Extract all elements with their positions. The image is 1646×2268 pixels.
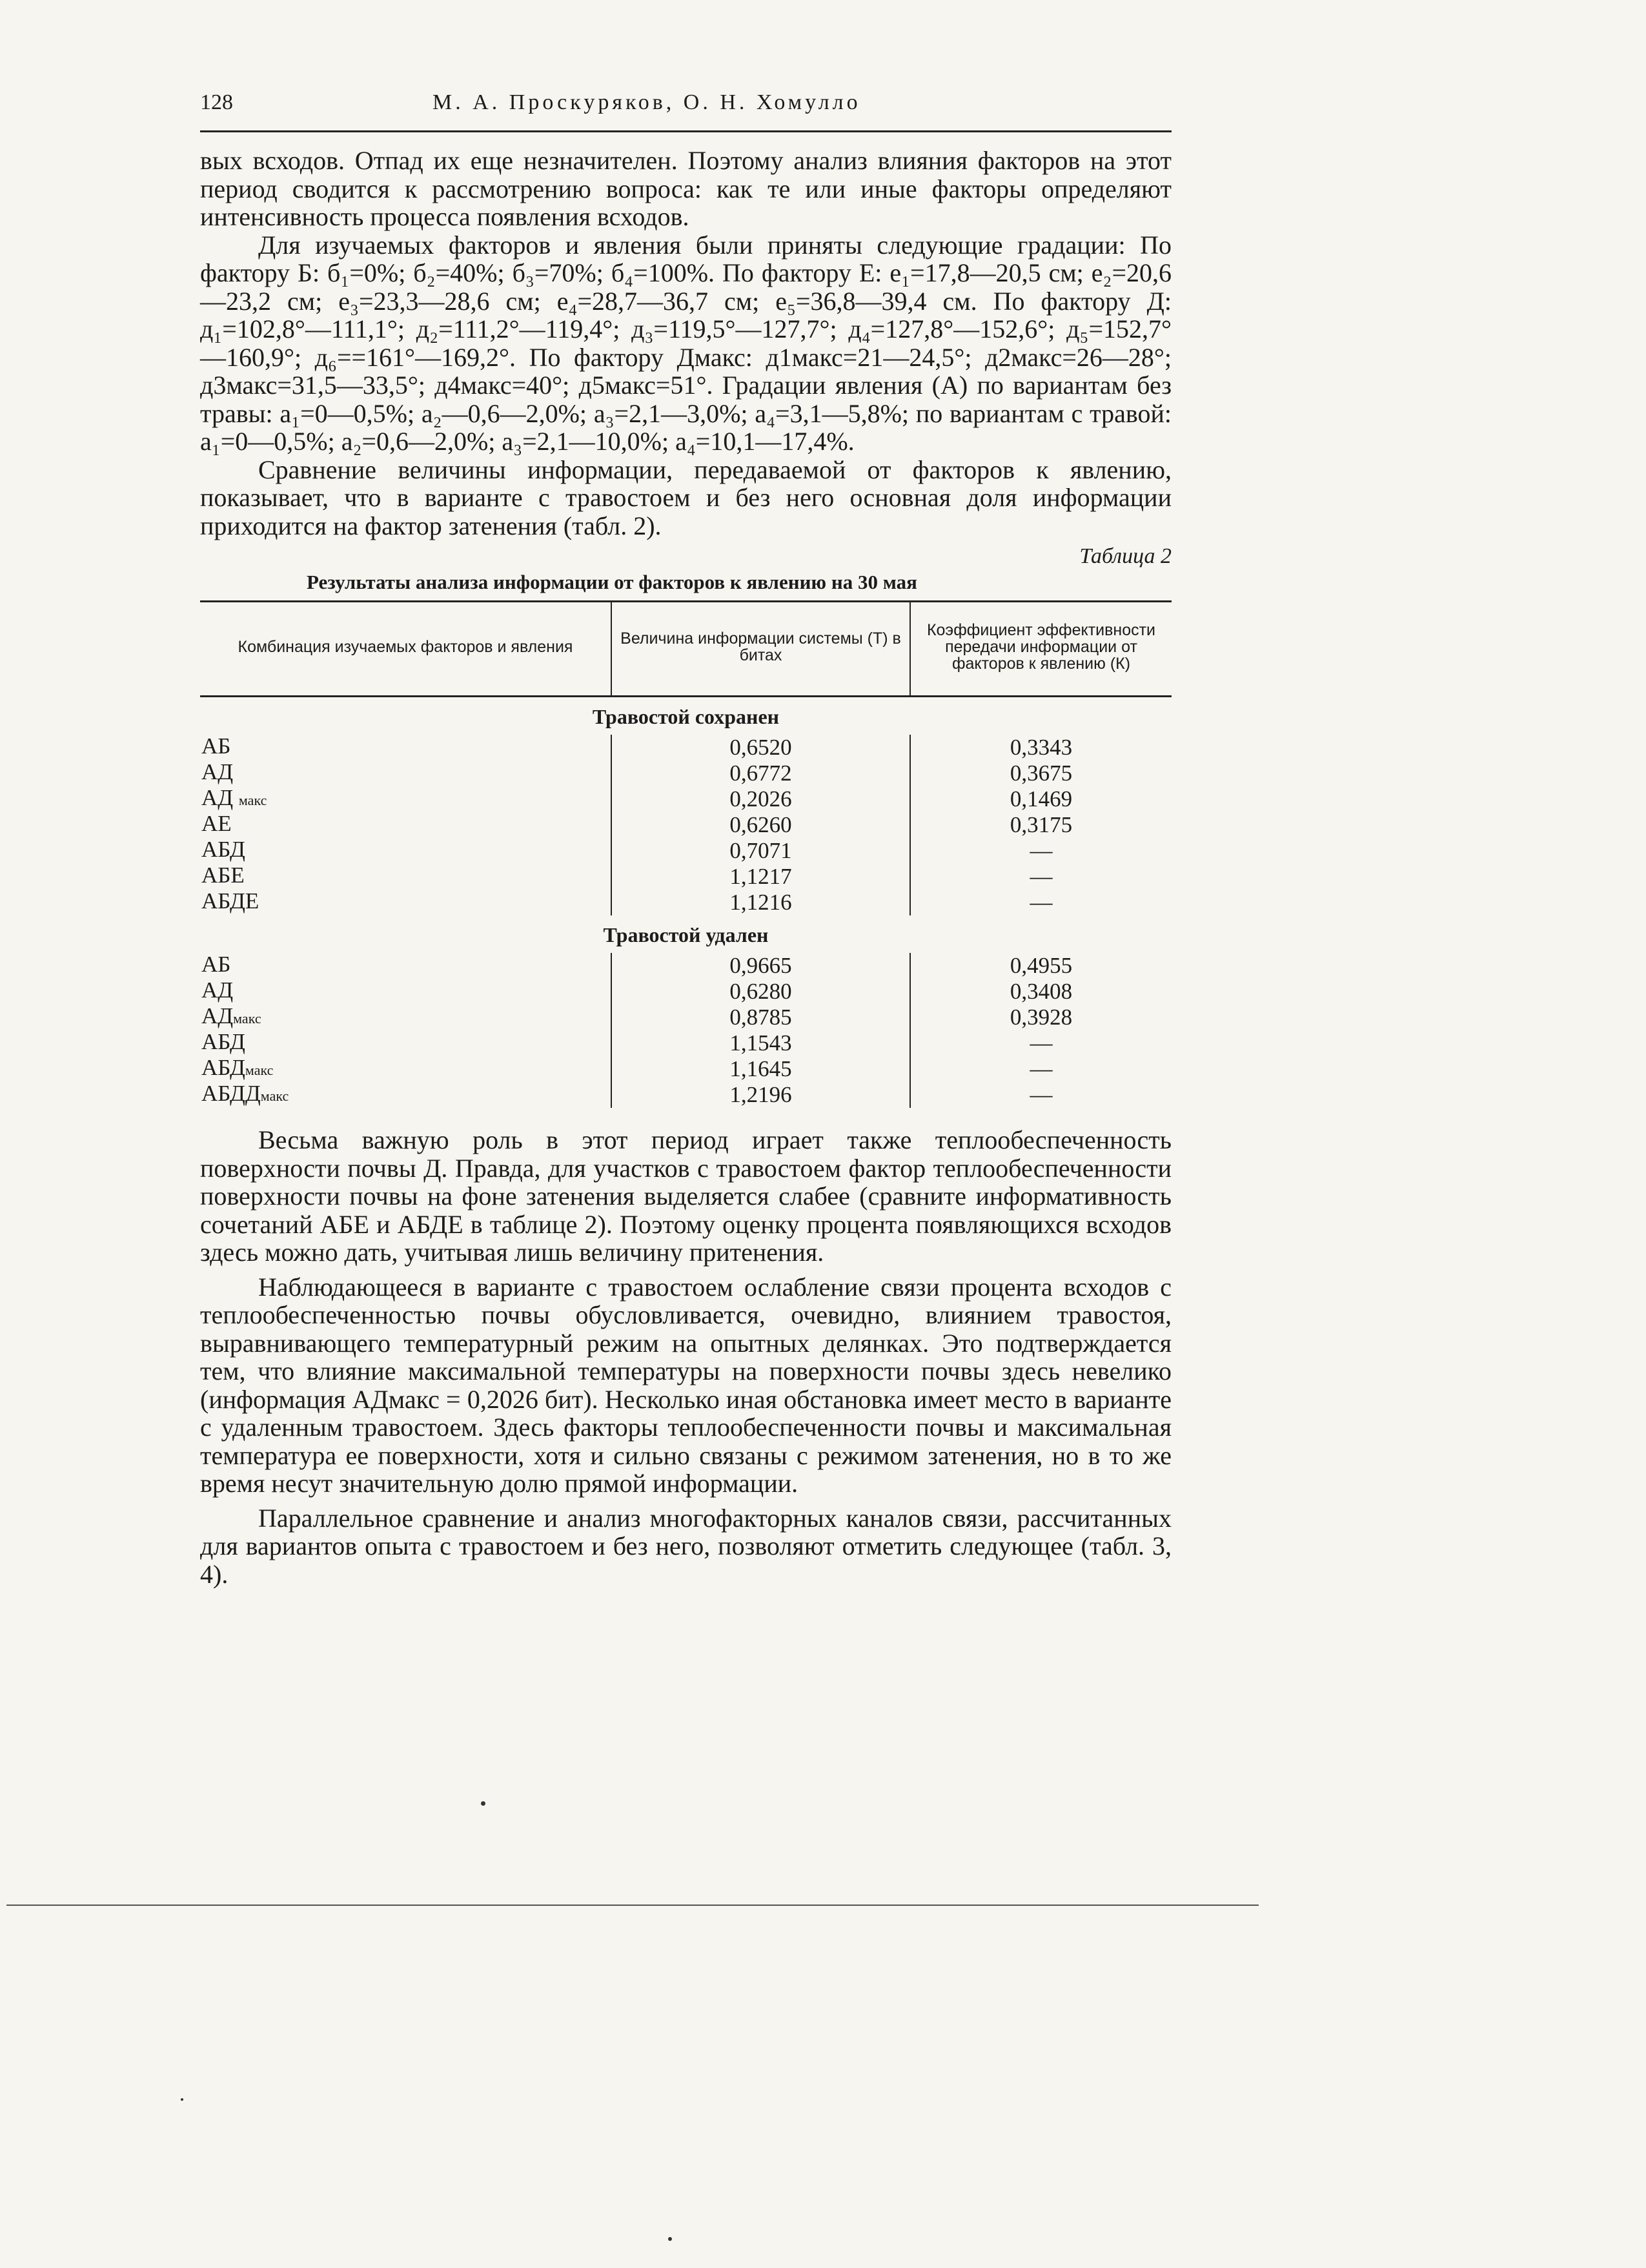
information-value: 1,1216: [611, 890, 910, 915]
table-caption: Таблица 2: [1079, 544, 1172, 568]
combination-cell: [200, 979, 611, 1005]
paragraph: Параллельное сравнение и анализ многофакторных каналов связи, рассчитанных для вариантов опыта с травостоем и без него, позволяют отметить следующее (табл. 3, 4).: [200, 1503, 1172, 1589]
table-title: Результаты анализа информации от факторов к явлению на 30 мая: [307, 571, 917, 593]
combination-cell: [200, 890, 611, 915]
table-section-header: [200, 697, 1172, 735]
information-value: 0,8785: [611, 1005, 910, 1030]
coefficient-value: 0,3408: [1010, 979, 1073, 1004]
combination-label: АД: [201, 1003, 234, 1028]
table-row: [200, 761, 1172, 786]
page-bottom-rule: [6, 1905, 1259, 1906]
combination-label: АЕ: [201, 811, 232, 836]
combination-subscript: макс: [245, 1062, 274, 1078]
column-header-information: Величина информации системы (Т) в битах: [611, 602, 910, 697]
table-row: [200, 1082, 1172, 1108]
coefficient-value: —: [1030, 864, 1053, 889]
information-value: 0,6520: [611, 735, 910, 761]
table-row: [200, 1030, 1172, 1056]
body-text-top: [200, 147, 1172, 540]
coefficient-value: —: [1030, 890, 1053, 915]
combination-label: АБДД: [201, 1081, 261, 1106]
combination-subscript: макс: [260, 1088, 289, 1104]
coefficient-value: 0,3343: [1010, 735, 1073, 760]
combination-label: АД: [201, 759, 234, 784]
combination-cell: [200, 953, 611, 979]
coefficient-value: —: [1030, 1082, 1053, 1107]
running-header: [200, 90, 1172, 132]
table-row: [200, 890, 1172, 915]
table-row: [200, 979, 1172, 1005]
combination-cell: [200, 1082, 611, 1108]
table-row: [200, 1056, 1172, 1082]
combination-subscript: макс: [238, 792, 267, 808]
combination-cell: [200, 1030, 611, 1056]
paragraph: Для изучаемых факторов и явления были приняты следующие градации: По фактору Б: б₁=0%; б₂=40%; б₃=70%; б₄=100%. По фактору Е: е₁=17,8—20,5 см; е₂=20,6—23,2 см; е₃=23,3—28,6 см; е₄=28,7—36,7 см; е₅=36,8—39,4 см. По фактору Д: д₁=102,8°—111,1°; д₂=111,2°—119,4°; д₃=119,5°—127,7°; д₄=127,8°—152,6°; д₅=152,7°—160,9°; д₆==161°—169,2°. По фактору Дмакс: д1макс=21—24,5°; д2макс=26—28°; д3макс=31,5—33,5°; д4макс=40°; д5макс=51°. Градации явления (А) по вариантам без травы: а₁=0—0,5%; а₂—0,6—2,0%; а₃=2,1—3,0%; а₄=3,1—5,8%; по вариантам с травой: а₁=0—0,5%; а₂=0,6—2,0%; а₃=2,1—10,0%; а₄=10,1—17,4%.: [200, 230, 1172, 456]
running-head-authors: М. А. Проскуряков, О. Н. Хомулло: [432, 90, 861, 114]
section-title: Травостой удален: [603, 923, 769, 946]
scan-speck: [668, 2237, 672, 2241]
combination-cell: [200, 735, 611, 761]
table-row: [200, 838, 1172, 864]
paragraph: Сравнение величины информации, передаваемой от факторов к явлению, показывает, что в варианте с травостоем и без него основная доля информации приходится на фактор затенения (табл. 2).: [200, 455, 1172, 540]
coefficient-value: 0,4955: [1010, 953, 1073, 978]
paragraph: Весьма важную роль в этот период играет также теплообеспеченность поверхности почвы Д. Правда, для участков с травостоем фактор теплообеспеченности поверхности почвы на фоне затенения выделяется слабее (сравните информативность сочетаний АБЕ и АБДЕ в таблице 2). Поэтому оценку процента появляющихся всходов здесь можно дать, учитывая лишь величину притенения.: [200, 1125, 1172, 1267]
combination-cell: [200, 1056, 611, 1082]
information-value: 0,6772: [611, 761, 910, 786]
table-body: [200, 697, 1172, 1108]
combination-cell: [200, 761, 611, 786]
information-value: 1,2196: [611, 1082, 910, 1108]
combination-label: АБ: [201, 733, 231, 759]
combination-cell: [200, 1005, 611, 1030]
scan-speck: [481, 1801, 485, 1806]
coefficient-value: 0,3175: [1010, 812, 1073, 837]
information-value: 1,1543: [611, 1030, 910, 1056]
combination-label: АД: [201, 785, 239, 810]
body-text-bottom: [200, 1126, 1172, 1588]
combination-cell: [200, 864, 611, 890]
combination-cell: [200, 786, 611, 812]
journal-page: [200, 90, 1172, 1588]
coefficient-value: 0,3675: [1010, 761, 1073, 786]
scan-speck: [181, 2098, 183, 2101]
paragraph: Наблюдающееся в варианте с травостоем ослабление связи процента всходов с теплообеспеченностью почвы обусловливается, очевидно, влиянием травостоя, выравнивающего температурный режим на опытных делянках. Это подтверждается тем, что влияние максимальной температуры на поверхности почвы здесь невелико (информация АДмакс = 0,2026 бит). Несколько иная обстановка имеет место в варианте с удаленным травостоем. Здесь факторы теплообеспеченности почвы и максимальная температура ее поверхности, хотя и сильно связаны с режимом затенения, но в то же время несут значительную долю прямой информации.: [200, 1272, 1172, 1498]
page-number: 128: [200, 90, 233, 114]
information-value: 1,1217: [611, 864, 910, 890]
coefficient-value: —: [1030, 1056, 1053, 1081]
combination-label: АБДЕ: [201, 888, 259, 914]
table-row: [200, 864, 1172, 890]
combination-subscript: макс: [233, 1010, 261, 1027]
table-row: [200, 953, 1172, 979]
combination-cell: [200, 838, 611, 864]
section-title: Травостой сохранен: [592, 705, 780, 728]
information-value: 0,6280: [611, 979, 910, 1005]
table-section-header: [200, 915, 1172, 953]
combination-label: АБЕ: [201, 863, 245, 888]
combination-label: АБД: [201, 1029, 245, 1054]
combination-label: АБ: [201, 952, 231, 977]
coefficient-value: 0,1469: [1010, 786, 1073, 812]
information-value: 1,1645: [611, 1056, 910, 1082]
table-header-row: [200, 602, 1172, 697]
coefficient-value: —: [1030, 838, 1053, 863]
combination-label: АБД: [201, 837, 245, 862]
table-row: [200, 735, 1172, 761]
information-value: 0,7071: [611, 838, 910, 864]
column-header-coefficient: Коэффициент эффективности передачи информации от факторов к явлению (К): [910, 602, 1172, 697]
table-row: [200, 812, 1172, 838]
paragraph: вых всходов. Отпад их еще незначителен. Поэтому анализ влияния факторов на этот период сводится к рассмотрению вопроса: как те или иные факторы определяют интенсивность процесса появления всходов.: [200, 146, 1172, 231]
coefficient-value: —: [1030, 1030, 1053, 1056]
table-row: [200, 1005, 1172, 1030]
information-value: 0,9665: [611, 953, 910, 979]
column-header-combination: Комбинация изучаемых факторов и явления: [200, 602, 611, 697]
coefficient-value: 0,3928: [1010, 1005, 1073, 1030]
combination-label: АБД: [201, 1055, 245, 1080]
table-row: [200, 786, 1172, 812]
results-table: [200, 600, 1172, 1108]
information-value: 0,2026: [611, 786, 910, 812]
combination-label: АД: [201, 977, 234, 1003]
combination-cell: [200, 812, 611, 838]
information-value: 0,6260: [611, 812, 910, 838]
